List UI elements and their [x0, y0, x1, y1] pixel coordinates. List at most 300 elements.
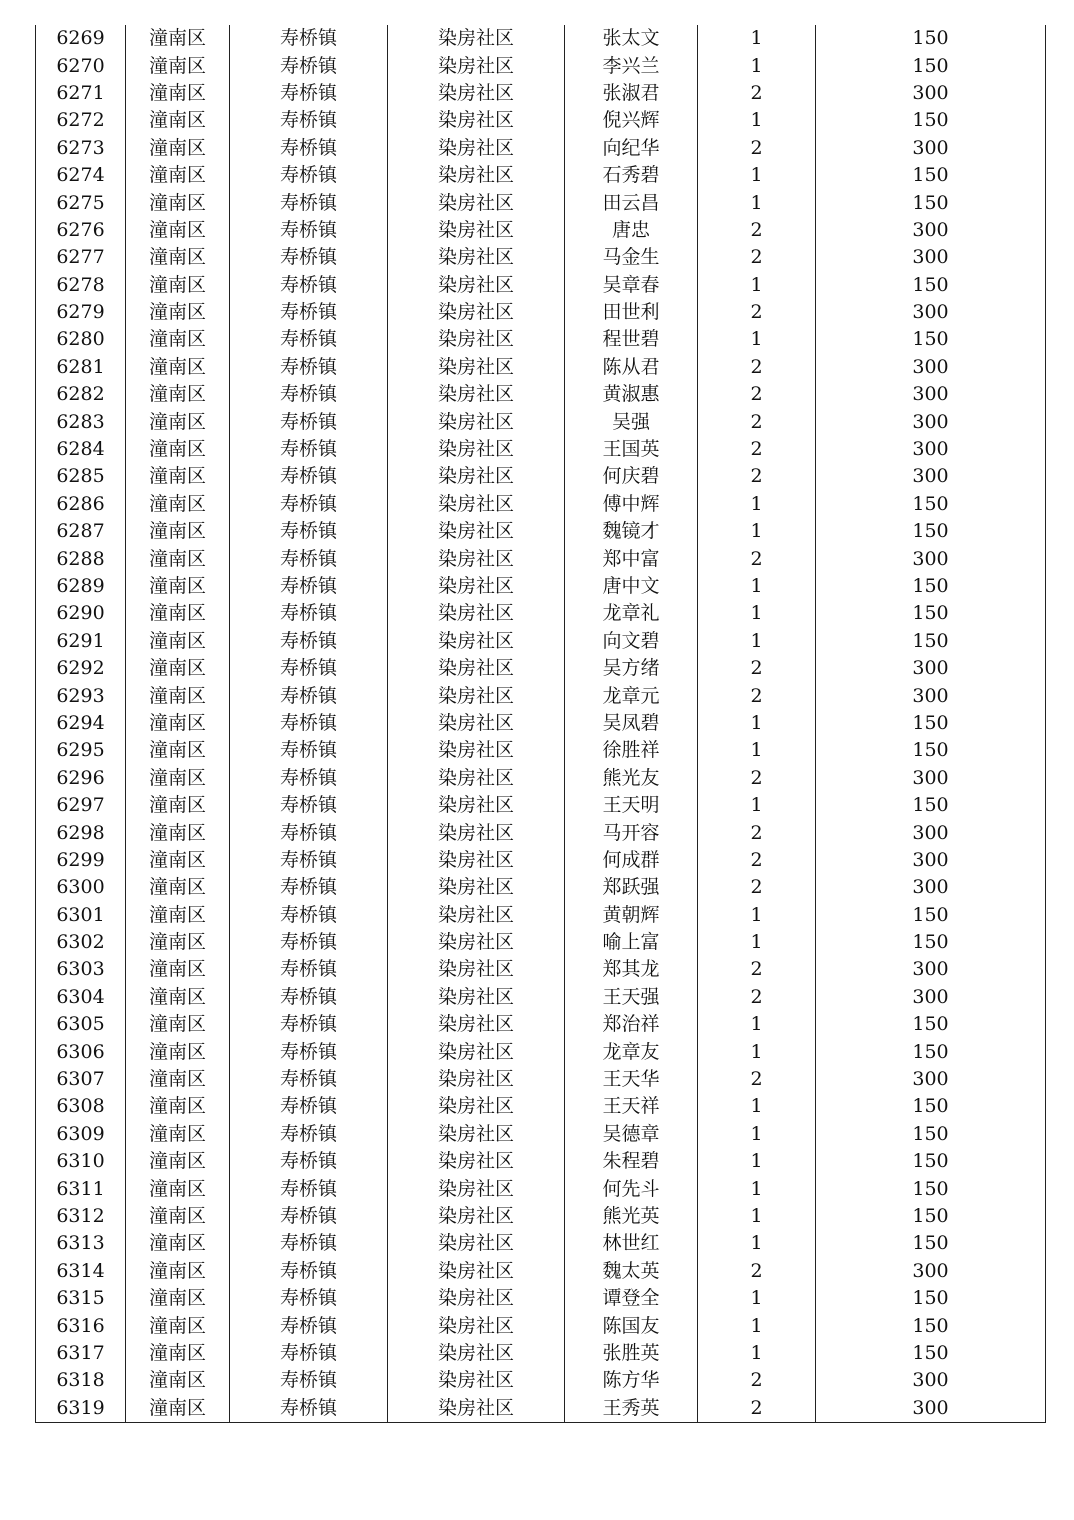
count-cell: 1	[698, 1038, 816, 1065]
community-cell: 染房社区	[388, 299, 565, 326]
name-cell: 陈方华	[565, 1367, 698, 1394]
table-row	[36, 792, 1046, 819]
district-cell: 潼南区	[126, 1148, 230, 1175]
amount-cell: 300	[816, 244, 1046, 271]
row-number-cell: 6283	[36, 408, 126, 435]
town-cell: 寿桥镇	[230, 1230, 388, 1257]
table-row	[36, 189, 1046, 216]
name-cell: 林世红	[565, 1230, 698, 1257]
amount-cell: 300	[816, 463, 1046, 490]
table-row	[36, 299, 1046, 326]
district-cell: 潼南区	[126, 874, 230, 901]
count-cell: 2	[698, 682, 816, 709]
name-cell: 张淑君	[565, 80, 698, 107]
name-cell: 王天祥	[565, 1093, 698, 1120]
name-cell: 唐忠	[565, 217, 698, 244]
amount-cell: 150	[816, 1203, 1046, 1230]
community-cell: 染房社区	[388, 1066, 565, 1093]
amount-cell: 300	[816, 874, 1046, 901]
count-cell: 2	[698, 463, 816, 490]
community-cell: 染房社区	[388, 162, 565, 189]
row-number-cell: 6301	[36, 902, 126, 929]
table-row	[36, 737, 1046, 764]
district-cell: 潼南区	[126, 272, 230, 299]
amount-cell: 300	[816, 217, 1046, 244]
name-cell: 李兴兰	[565, 52, 698, 79]
amount-cell: 300	[816, 847, 1046, 874]
amount-cell: 300	[816, 381, 1046, 408]
community-cell: 染房社区	[388, 628, 565, 655]
amount-cell: 150	[816, 189, 1046, 216]
district-cell: 潼南区	[126, 1367, 230, 1394]
row-number-cell: 6284	[36, 436, 126, 463]
row-number-cell: 6293	[36, 682, 126, 709]
district-cell: 潼南区	[126, 1312, 230, 1339]
community-cell: 染房社区	[388, 1148, 565, 1175]
amount-cell: 150	[816, 600, 1046, 627]
name-cell: 黄朝辉	[565, 902, 698, 929]
district-cell: 潼南区	[126, 244, 230, 271]
table-row	[36, 628, 1046, 655]
count-cell: 2	[698, 819, 816, 846]
count-cell: 2	[698, 408, 816, 435]
town-cell: 寿桥镇	[230, 1093, 388, 1120]
community-cell: 染房社区	[388, 80, 565, 107]
district-cell: 潼南区	[126, 135, 230, 162]
community-cell: 染房社区	[388, 1011, 565, 1038]
row-number-cell: 6277	[36, 244, 126, 271]
town-cell: 寿桥镇	[230, 682, 388, 709]
amount-cell: 150	[816, 929, 1046, 956]
count-cell: 2	[698, 354, 816, 381]
row-number-cell: 6285	[36, 463, 126, 490]
amount-cell: 150	[816, 1175, 1046, 1202]
count-cell: 1	[698, 600, 816, 627]
district-cell: 潼南区	[126, 1066, 230, 1093]
name-cell: 王天华	[565, 1066, 698, 1093]
amount-cell: 300	[816, 819, 1046, 846]
name-cell: 熊光友	[565, 765, 698, 792]
town-cell: 寿桥镇	[230, 984, 388, 1011]
community-cell: 染房社区	[388, 217, 565, 244]
table-row	[36, 929, 1046, 956]
town-cell: 寿桥镇	[230, 1312, 388, 1339]
name-cell: 张太文	[565, 25, 698, 52]
table-row	[36, 600, 1046, 627]
community-cell: 染房社区	[388, 1093, 565, 1120]
community-cell: 染房社区	[388, 984, 565, 1011]
row-number-cell: 6317	[36, 1340, 126, 1367]
row-number-cell: 6303	[36, 956, 126, 983]
amount-cell: 300	[816, 354, 1046, 381]
name-cell: 魏太英	[565, 1258, 698, 1285]
district-cell: 潼南区	[126, 737, 230, 764]
town-cell: 寿桥镇	[230, 929, 388, 956]
table-row	[36, 326, 1046, 353]
district-cell: 潼南区	[126, 518, 230, 545]
name-cell: 陈国友	[565, 1312, 698, 1339]
amount-cell: 150	[816, 162, 1046, 189]
table-row	[36, 1011, 1046, 1038]
town-cell: 寿桥镇	[230, 545, 388, 572]
amount-cell: 300	[816, 765, 1046, 792]
count-cell: 1	[698, 1312, 816, 1339]
count-cell: 1	[698, 1093, 816, 1120]
district-cell: 潼南区	[126, 162, 230, 189]
row-number-cell: 6304	[36, 984, 126, 1011]
table-row	[36, 135, 1046, 162]
community-cell: 染房社区	[388, 655, 565, 682]
name-cell: 王秀英	[565, 1395, 698, 1423]
district-cell: 潼南区	[126, 52, 230, 79]
district-cell: 潼南区	[126, 545, 230, 572]
count-cell: 1	[698, 1230, 816, 1257]
town-cell: 寿桥镇	[230, 573, 388, 600]
name-cell: 郑中富	[565, 545, 698, 572]
district-cell: 潼南区	[126, 107, 230, 134]
district-cell: 潼南区	[126, 1395, 230, 1423]
count-cell: 2	[698, 847, 816, 874]
community-cell: 染房社区	[388, 819, 565, 846]
count-cell: 1	[698, 1011, 816, 1038]
district-cell: 潼南区	[126, 381, 230, 408]
count-cell: 1	[698, 710, 816, 737]
amount-cell: 300	[816, 299, 1046, 326]
row-number-cell: 6270	[36, 52, 126, 79]
amount-cell: 300	[816, 436, 1046, 463]
community-cell: 染房社区	[388, 408, 565, 435]
count-cell: 1	[698, 929, 816, 956]
row-number-cell: 6279	[36, 299, 126, 326]
community-cell: 染房社区	[388, 1367, 565, 1394]
table-row	[36, 682, 1046, 709]
amount-cell: 150	[816, 1230, 1046, 1257]
table-row	[36, 655, 1046, 682]
town-cell: 寿桥镇	[230, 956, 388, 983]
town-cell: 寿桥镇	[230, 217, 388, 244]
count-cell: 2	[698, 436, 816, 463]
table-row	[36, 381, 1046, 408]
community-cell: 染房社区	[388, 326, 565, 353]
community-cell: 染房社区	[388, 354, 565, 381]
town-cell: 寿桥镇	[230, 272, 388, 299]
row-number-cell: 6272	[36, 107, 126, 134]
row-number-cell: 6307	[36, 1066, 126, 1093]
town-cell: 寿桥镇	[230, 491, 388, 518]
town-cell: 寿桥镇	[230, 52, 388, 79]
data-table	[35, 25, 1046, 1423]
amount-cell: 150	[816, 792, 1046, 819]
town-cell: 寿桥镇	[230, 1066, 388, 1093]
community-cell: 染房社区	[388, 272, 565, 299]
count-cell: 2	[698, 655, 816, 682]
district-cell: 潼南区	[126, 1011, 230, 1038]
town-cell: 寿桥镇	[230, 1011, 388, 1038]
town-cell: 寿桥镇	[230, 1038, 388, 1065]
town-cell: 寿桥镇	[230, 354, 388, 381]
district-cell: 潼南区	[126, 819, 230, 846]
name-cell: 程世碧	[565, 326, 698, 353]
row-number-cell: 6300	[36, 874, 126, 901]
community-cell: 染房社区	[388, 737, 565, 764]
town-cell: 寿桥镇	[230, 436, 388, 463]
amount-cell: 300	[816, 1258, 1046, 1285]
district-cell: 潼南区	[126, 929, 230, 956]
district-cell: 潼南区	[126, 1121, 230, 1148]
row-number-cell: 6319	[36, 1395, 126, 1423]
count-cell: 2	[698, 984, 816, 1011]
count-cell: 2	[698, 80, 816, 107]
name-cell: 田世利	[565, 299, 698, 326]
name-cell: 龙章友	[565, 1038, 698, 1065]
row-number-cell: 6313	[36, 1230, 126, 1257]
district-cell: 潼南区	[126, 491, 230, 518]
name-cell: 朱程碧	[565, 1148, 698, 1175]
table-row	[36, 1093, 1046, 1120]
district-cell: 潼南区	[126, 600, 230, 627]
table-row	[36, 408, 1046, 435]
district-cell: 潼南区	[126, 902, 230, 929]
table-row	[36, 1066, 1046, 1093]
community-cell: 染房社区	[388, 107, 565, 134]
table-row	[36, 518, 1046, 545]
table-row	[36, 1285, 1046, 1312]
count-cell: 1	[698, 518, 816, 545]
row-number-cell: 6295	[36, 737, 126, 764]
town-cell: 寿桥镇	[230, 655, 388, 682]
amount-cell: 150	[816, 902, 1046, 929]
amount-cell: 150	[816, 1312, 1046, 1339]
amount-cell: 300	[816, 956, 1046, 983]
table-body	[36, 25, 1046, 1422]
count-cell: 2	[698, 1066, 816, 1093]
count-cell: 1	[698, 902, 816, 929]
amount-cell: 300	[816, 984, 1046, 1011]
community-cell: 染房社区	[388, 491, 565, 518]
town-cell: 寿桥镇	[230, 326, 388, 353]
name-cell: 魏镜才	[565, 518, 698, 545]
town-cell: 寿桥镇	[230, 80, 388, 107]
community-cell: 染房社区	[388, 1121, 565, 1148]
amount-cell: 150	[816, 107, 1046, 134]
row-number-cell: 6298	[36, 819, 126, 846]
row-number-cell: 6269	[36, 25, 126, 52]
count-cell: 1	[698, 573, 816, 600]
amount-cell: 300	[816, 655, 1046, 682]
town-cell: 寿桥镇	[230, 1148, 388, 1175]
community-cell: 染房社区	[388, 463, 565, 490]
row-number-cell: 6305	[36, 1011, 126, 1038]
row-number-cell: 6274	[36, 162, 126, 189]
town-cell: 寿桥镇	[230, 162, 388, 189]
town-cell: 寿桥镇	[230, 628, 388, 655]
amount-cell: 150	[816, 1148, 1046, 1175]
amount-cell: 300	[816, 545, 1046, 572]
district-cell: 潼南区	[126, 1230, 230, 1257]
count-cell: 1	[698, 189, 816, 216]
community-cell: 染房社区	[388, 1340, 565, 1367]
name-cell: 马开容	[565, 819, 698, 846]
table-row	[36, 1175, 1046, 1202]
name-cell: 倪兴辉	[565, 107, 698, 134]
table-row	[36, 710, 1046, 737]
community-cell: 染房社区	[388, 1395, 565, 1423]
community-cell: 染房社区	[388, 682, 565, 709]
community-cell: 染房社区	[388, 1203, 565, 1230]
town-cell: 寿桥镇	[230, 600, 388, 627]
count-cell: 1	[698, 272, 816, 299]
count-cell: 2	[698, 1395, 816, 1423]
community-cell: 染房社区	[388, 518, 565, 545]
amount-cell: 150	[816, 628, 1046, 655]
name-cell: 郑治祥	[565, 1011, 698, 1038]
row-number-cell: 6286	[36, 491, 126, 518]
community-cell: 染房社区	[388, 1312, 565, 1339]
row-number-cell: 6311	[36, 1175, 126, 1202]
row-number-cell: 6273	[36, 135, 126, 162]
town-cell: 寿桥镇	[230, 408, 388, 435]
community-cell: 染房社区	[388, 189, 565, 216]
district-cell: 潼南区	[126, 217, 230, 244]
count-cell: 1	[698, 162, 816, 189]
table-row	[36, 436, 1046, 463]
count-cell: 1	[698, 1285, 816, 1312]
count-cell: 1	[698, 491, 816, 518]
community-cell: 染房社区	[388, 902, 565, 929]
town-cell: 寿桥镇	[230, 1175, 388, 1202]
name-cell: 石秀碧	[565, 162, 698, 189]
table-row	[36, 491, 1046, 518]
district-cell: 潼南区	[126, 326, 230, 353]
name-cell: 吴方绪	[565, 655, 698, 682]
row-number-cell: 6281	[36, 354, 126, 381]
district-cell: 潼南区	[126, 25, 230, 52]
table-row	[36, 1203, 1046, 1230]
community-cell: 染房社区	[388, 792, 565, 819]
district-cell: 潼南区	[126, 299, 230, 326]
table-row	[36, 217, 1046, 244]
count-cell: 2	[698, 545, 816, 572]
table-row	[36, 765, 1046, 792]
row-number-cell: 6308	[36, 1093, 126, 1120]
table-row	[36, 1230, 1046, 1257]
name-cell: 何成群	[565, 847, 698, 874]
community-cell: 染房社区	[388, 765, 565, 792]
row-number-cell: 6288	[36, 545, 126, 572]
amount-cell: 300	[816, 1367, 1046, 1394]
amount-cell: 300	[816, 408, 1046, 435]
district-cell: 潼南区	[126, 628, 230, 655]
name-cell: 熊光英	[565, 1203, 698, 1230]
town-cell: 寿桥镇	[230, 1367, 388, 1394]
row-number-cell: 6302	[36, 929, 126, 956]
town-cell: 寿桥镇	[230, 1395, 388, 1423]
amount-cell: 150	[816, 1093, 1046, 1120]
community-cell: 染房社区	[388, 573, 565, 600]
district-cell: 潼南区	[126, 956, 230, 983]
table-row	[36, 80, 1046, 107]
town-cell: 寿桥镇	[230, 1203, 388, 1230]
row-number-cell: 6297	[36, 792, 126, 819]
name-cell: 吴强	[565, 408, 698, 435]
district-cell: 潼南区	[126, 1258, 230, 1285]
town-cell: 寿桥镇	[230, 792, 388, 819]
table-row	[36, 545, 1046, 572]
district-cell: 潼南区	[126, 1175, 230, 1202]
community-cell: 染房社区	[388, 135, 565, 162]
table-row	[36, 1038, 1046, 1065]
town-cell: 寿桥镇	[230, 25, 388, 52]
district-cell: 潼南区	[126, 710, 230, 737]
community-cell: 染房社区	[388, 545, 565, 572]
name-cell: 王国英	[565, 436, 698, 463]
amount-cell: 150	[816, 1121, 1046, 1148]
community-cell: 染房社区	[388, 25, 565, 52]
count-cell: 1	[698, 737, 816, 764]
town-cell: 寿桥镇	[230, 1285, 388, 1312]
district-cell: 潼南区	[126, 1203, 230, 1230]
table-row	[36, 819, 1046, 846]
row-number-cell: 6316	[36, 1312, 126, 1339]
count-cell: 2	[698, 217, 816, 244]
district-cell: 潼南区	[126, 1038, 230, 1065]
community-cell: 染房社区	[388, 1038, 565, 1065]
community-cell: 染房社区	[388, 710, 565, 737]
table-row	[36, 244, 1046, 271]
name-cell: 何先斗	[565, 1175, 698, 1202]
amount-cell: 150	[816, 518, 1046, 545]
name-cell: 向文碧	[565, 628, 698, 655]
count-cell: 1	[698, 107, 816, 134]
amount-cell: 150	[816, 1011, 1046, 1038]
district-cell: 潼南区	[126, 765, 230, 792]
amount-cell: 150	[816, 1285, 1046, 1312]
count-cell: 1	[698, 52, 816, 79]
count-cell: 2	[698, 299, 816, 326]
community-cell: 染房社区	[388, 1285, 565, 1312]
row-number-cell: 6299	[36, 847, 126, 874]
table-row	[36, 1121, 1046, 1148]
table-row	[36, 1258, 1046, 1285]
amount-cell: 150	[816, 326, 1046, 353]
count-cell: 1	[698, 1148, 816, 1175]
community-cell: 染房社区	[388, 1230, 565, 1257]
amount-cell: 150	[816, 573, 1046, 600]
district-cell: 潼南区	[126, 655, 230, 682]
row-number-cell: 6280	[36, 326, 126, 353]
table-row	[36, 162, 1046, 189]
table-row	[36, 1395, 1046, 1423]
count-cell: 1	[698, 628, 816, 655]
name-cell: 龙章礼	[565, 600, 698, 627]
district-cell: 潼南区	[126, 1285, 230, 1312]
community-cell: 染房社区	[388, 1175, 565, 1202]
row-number-cell: 6278	[36, 272, 126, 299]
amount-cell: 150	[816, 491, 1046, 518]
town-cell: 寿桥镇	[230, 107, 388, 134]
row-number-cell: 6276	[36, 217, 126, 244]
count-cell: 1	[698, 1340, 816, 1367]
district-cell: 潼南区	[126, 984, 230, 1011]
row-number-cell: 6310	[36, 1148, 126, 1175]
town-cell: 寿桥镇	[230, 189, 388, 216]
amount-cell: 150	[816, 710, 1046, 737]
town-cell: 寿桥镇	[230, 710, 388, 737]
amount-cell: 150	[816, 272, 1046, 299]
row-number-cell: 6309	[36, 1121, 126, 1148]
district-cell: 潼南区	[126, 354, 230, 381]
table-row	[36, 1340, 1046, 1367]
